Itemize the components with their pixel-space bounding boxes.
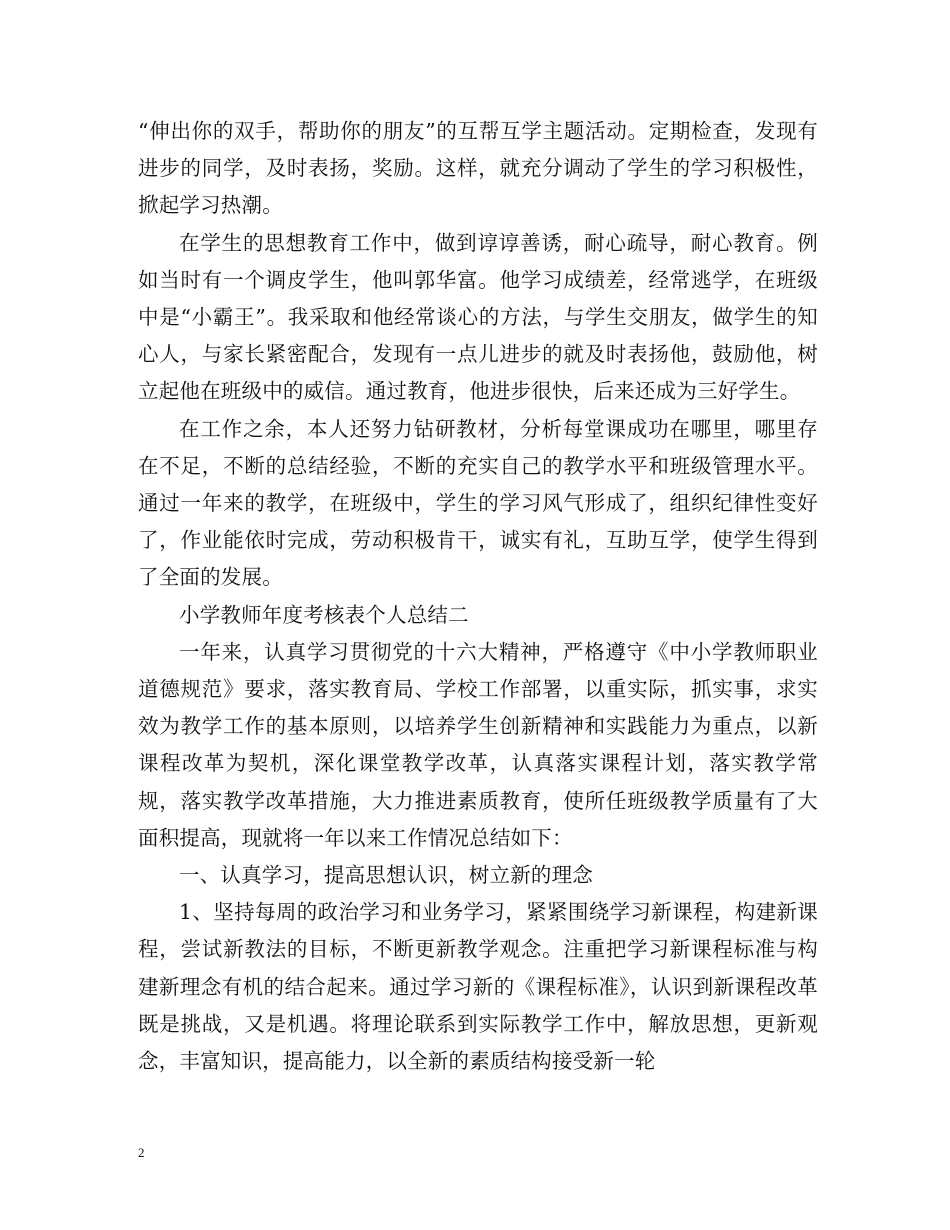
paragraph-3: 在工作之余，本人还努力钻研教材，分析每堂课成功在哪里，哪里存在不足，不断的总结经验，不断的充实自己的教学水平和班级管理水平。通过一年来的教学，在班级中，学生的学习风气形成了，组织纪律性变好了，作业能依时完成，劳动积极肯干，诚实有礼，互助互学，使学生得到了全面的发展。 — [138, 416, 818, 590]
paragraph-4: 一年来，认真学习贯彻党的十六大精神，严格遵守《中小学教师职业道德规范》要求，落实教育局、学校工作部署，以重实际，抓实事，求实效为教学工作的基本原则，以培养学生创新精神和实践能力为重点，以新课程改革为契机，深化课堂教学改革，认真落实课程计划，落实教学常规，落实教学改革措施，大力推进素质教育，使所任班级教学质量有了大面积提高，现就将一年以来工作情况总结如下： — [138, 639, 818, 850]
subsection-heading: 一、认真学习，提高思想认识，树立新的理念 — [179, 863, 593, 888]
section-heading: 小学教师年度考核表个人总结二 — [179, 602, 469, 627]
document-body — [138, 113, 818, 1080]
page-number: 2 — [138, 1145, 145, 1160]
paragraph-5: 1、坚持每周的政治学习和业务学习，紧紧围绕学习新课程，构建新课程，尝试新教法的目标，不断更新教学观念。注重把学习新课程标准与构建新理念有机的结合起来。通过学习新的《课程标准》，认识到新课程改革既是挑战，又是机遇。将理论联系到实际教学工作中，解放思想，更新观念，丰富知识，提高能力，以全新的素质结构接受新一轮 — [138, 900, 818, 1074]
paragraph-1: “伸出你的双手，帮助你的朋友”的互帮互学主题活动。定期检查，发现有进步的同学，及时表扬，奖励。这样，就充分调动了学生的学习积极性，掀起学习热潮。 — [138, 119, 818, 218]
paragraph-2: 在学生的思想教育工作中，做到谆谆善诱，耐心疏导，耐心教育。例如当时有一个调皮学生，他叫郭华富。他学习成绩差，经常逃学，在班级中是“小霸王”。我采取和他经常谈心的方法，与学生交朋友，做学生的知心人，与家长紧密配合，发现有一点儿进步的就及时表扬他，鼓励他，树立起他在班级中的威信。通过教育，他进步很快，后来还成为三好学生。 — [138, 230, 818, 404]
